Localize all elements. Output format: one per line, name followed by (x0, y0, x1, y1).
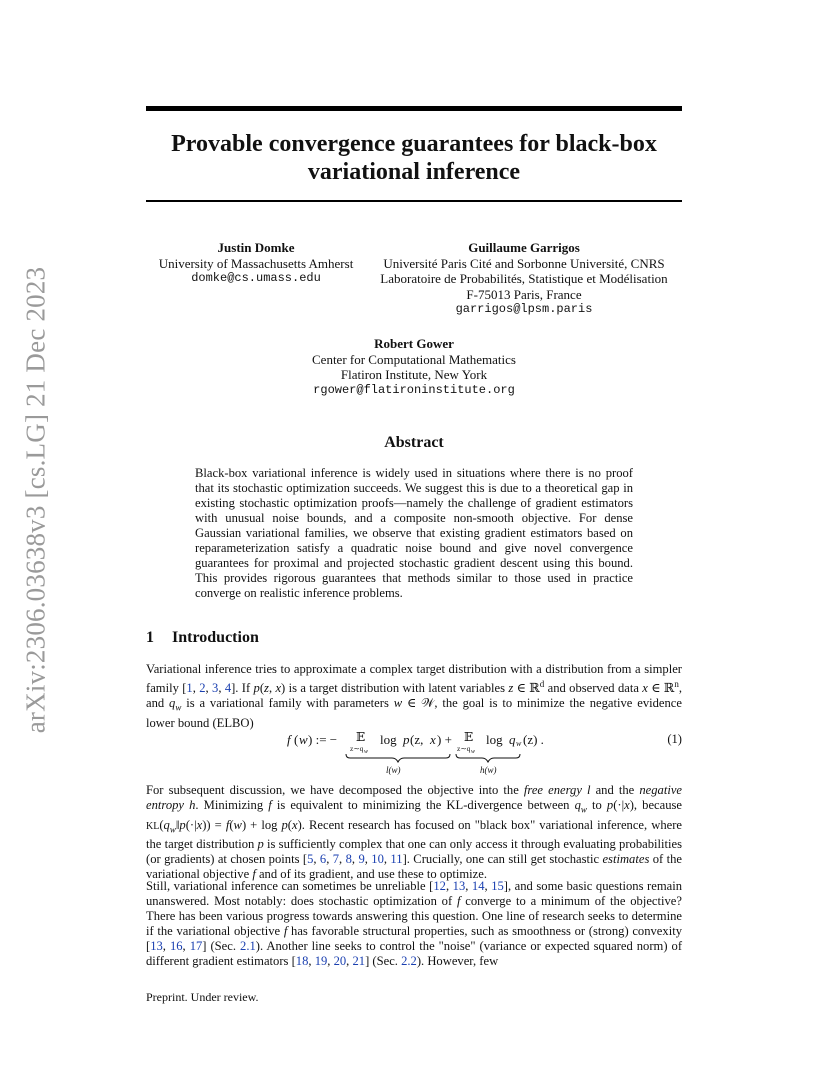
citation-link[interactable]: 12 (433, 879, 446, 893)
eq-underbrace-label-l: l(w) (386, 765, 401, 775)
intro-paragraph-2: For subsequent discussion, we have decomposed the objective into the free energy l and the negative entropy h. Minimizing f is equivalent to minimizing the KL-divergence between $q_w$ to p(·|x), because $KL(q_w‖p(\cdot|x)) = f(w) + \log p(x)$. Recent research has focused on "black box" variational inference, where the target distribution p is sufficiently complex that one can only access it through evaluating probabilities (or gradients) at chosen points [5, 6, 7, 8, 9, 10, 11]. Crucially, one can still get stochastic estimates of the variational objective f and of its gradient, and use these to optimize. (146, 783, 683, 882)
svg-text:z∼q: z∼q (350, 744, 364, 753)
author-email[interactable]: rgower@flatironinstitute.org (313, 382, 515, 397)
citation-link[interactable]: 21 (352, 954, 366, 968)
equation-number: (1) (667, 732, 682, 746)
svg-text:(z,: (z, (410, 732, 424, 747)
svg-text:log: log (486, 732, 503, 747)
footer-note: Preprint. Under review. (146, 990, 259, 1004)
intro-paragraph-3: Still, variational inference can sometimes be unreliable [12, 13, 14, 15], and some basic questions remain unanswered. Most notably: does stochastic optimization of f converge to a minimum of the objective? There has been various progress towards answering this question. One line of research seeks to determine if the variational objective f has favorable structural properties, such as smoothness or (strong) convexity [13, 16, 17] (Sec. 2.1). Another line seeks to control the "noise" (variance or expected squared norm) of different gradient estimators [18, 19, 20, 21] (Sec. 2.2). However, few (146, 879, 683, 968)
paper-title (146, 130, 682, 186)
title-top-rule (146, 106, 682, 111)
equation-svg (146, 732, 682, 776)
svg-text:𝔼: 𝔼 (464, 732, 474, 744)
citation-link[interactable]: 4 (224, 681, 232, 696)
citation-link[interactable]: 17 (189, 939, 203, 953)
title-line-1: Provable convergence guarantees for black-box (171, 131, 657, 157)
author-affiliation: Flatiron Institute, New York (340, 367, 488, 382)
citation-link[interactable]: 6 (319, 852, 327, 867)
citation-link[interactable]: 10 (371, 852, 384, 867)
author-block-domke (150, 240, 362, 287)
citation-link[interactable]: 16 (169, 939, 183, 953)
svg-text:) +: ) + (437, 732, 452, 747)
section-link[interactable]: 2.2 (401, 954, 417, 968)
svg-text:w: w (471, 749, 476, 755)
intro-paragraph-1: Variational inference tries to approximate a complex target distribution with a distribution from a simpler family [1, 2, 3, 4]. If p(z, x) is a target distribution with latent variables z ∈ ℝ$^d$ and observed data x ∈ ℝ$^n$, and $q_w$ is a variational family with parameters w ∈ 𝒲, the goal is to minimize the negative evidence lower bound (ELBO) (146, 662, 683, 730)
svg-text:q: q (509, 732, 516, 747)
author-name: Robert Gower (374, 336, 454, 351)
citation-link[interactable]: 14 (471, 879, 485, 893)
svg-text:z∼q: z∼q (457, 744, 471, 753)
citation-link[interactable]: 3 (212, 681, 219, 696)
eq-underbrace-label-h: h(w) (480, 765, 497, 775)
citation-link[interactable]: 11 (390, 852, 403, 867)
abstract-heading: Abstract (384, 434, 444, 451)
author-affiliation: Université Paris Cité and Sorbonne Université, CNRS (383, 255, 665, 271)
svg-text:w: w (516, 739, 522, 748)
author-block-garrigos (366, 240, 682, 318)
equation-1 (146, 732, 682, 776)
citation-link[interactable]: 20 (333, 954, 347, 968)
citation-link[interactable]: 1 (186, 681, 193, 696)
citation-link[interactable]: 2 (199, 681, 206, 696)
title-bottom-rule (146, 200, 682, 202)
abstract-text: Black-box variational inference is widely used in situations where there is no proof that its stochastic optimization succeeds. We suggest this is due to a theoretical gap in existing stochastic optimization proofs—namely the challenge of gradient estimators with unusual noise bounds, and a composite non-smooth objective. For dense Gaussian variational families, we observe that existing gradient estimators based on reparameterization satisfy a quadratic noise bound and give novel convergence guarantees for proximal and projected stochastic gradient descent using this bound. This provides rigorous guarantees that methods similar to those used in practice converge on realistic inference problems. (195, 466, 633, 600)
author-name: Justin Domke (217, 240, 295, 255)
author-email[interactable]: garrigos@lpsm.paris (455, 302, 593, 316)
section-number: 1 (146, 629, 154, 646)
svg-text:log: log (380, 732, 397, 747)
svg-text:𝔼: 𝔼 (356, 732, 366, 744)
svg-text:) := −: ) := − (308, 732, 338, 747)
author-email[interactable]: domke@cs.umass.edu (191, 271, 321, 285)
citation-link[interactable]: 13 (452, 879, 466, 893)
citation-link[interactable]: 9 (358, 852, 365, 867)
citation-link[interactable]: 8 (345, 852, 352, 867)
svg-text:x: x (430, 732, 436, 747)
section-title: Introduction (172, 629, 259, 646)
author-name: Guillaume Garrigos (468, 240, 580, 255)
title-line-2: variational inference (307, 159, 521, 185)
svg-text:(: ( (294, 732, 299, 747)
svg-text:f: f (287, 732, 291, 747)
author-affiliation: University of Massachusetts Amherst (158, 255, 354, 271)
author-affiliation: F-75013 Paris, France (466, 286, 582, 302)
author-affiliation: Center for Computational Mathematics (312, 351, 516, 367)
svg-text:(z) .: (z) . (523, 732, 544, 747)
citation-link[interactable]: 5 (307, 852, 314, 867)
author-block-gower (264, 336, 564, 398)
arxiv-sidebar-stamp (10, 250, 62, 750)
citation-link[interactable]: 18 (295, 954, 309, 968)
svg-text:w: w (364, 749, 369, 755)
section-link[interactable]: 2.1 (240, 939, 256, 953)
svg-text:w: w (299, 732, 308, 747)
citation-link[interactable]: 19 (314, 954, 328, 968)
arxiv-identifier: arXiv:2306.03638v3 [cs.LG] 21 Dec 2023 (20, 266, 51, 734)
citation-link[interactable]: 15 (491, 879, 504, 893)
svg-text:p: p (403, 732, 410, 747)
citation-link[interactable]: 7 (332, 852, 340, 867)
section-heading (146, 629, 259, 647)
citation-link[interactable]: 13 (150, 939, 163, 953)
author-affiliation: Laboratoire de Probabilités, Statistique et Modélisation (380, 271, 668, 286)
